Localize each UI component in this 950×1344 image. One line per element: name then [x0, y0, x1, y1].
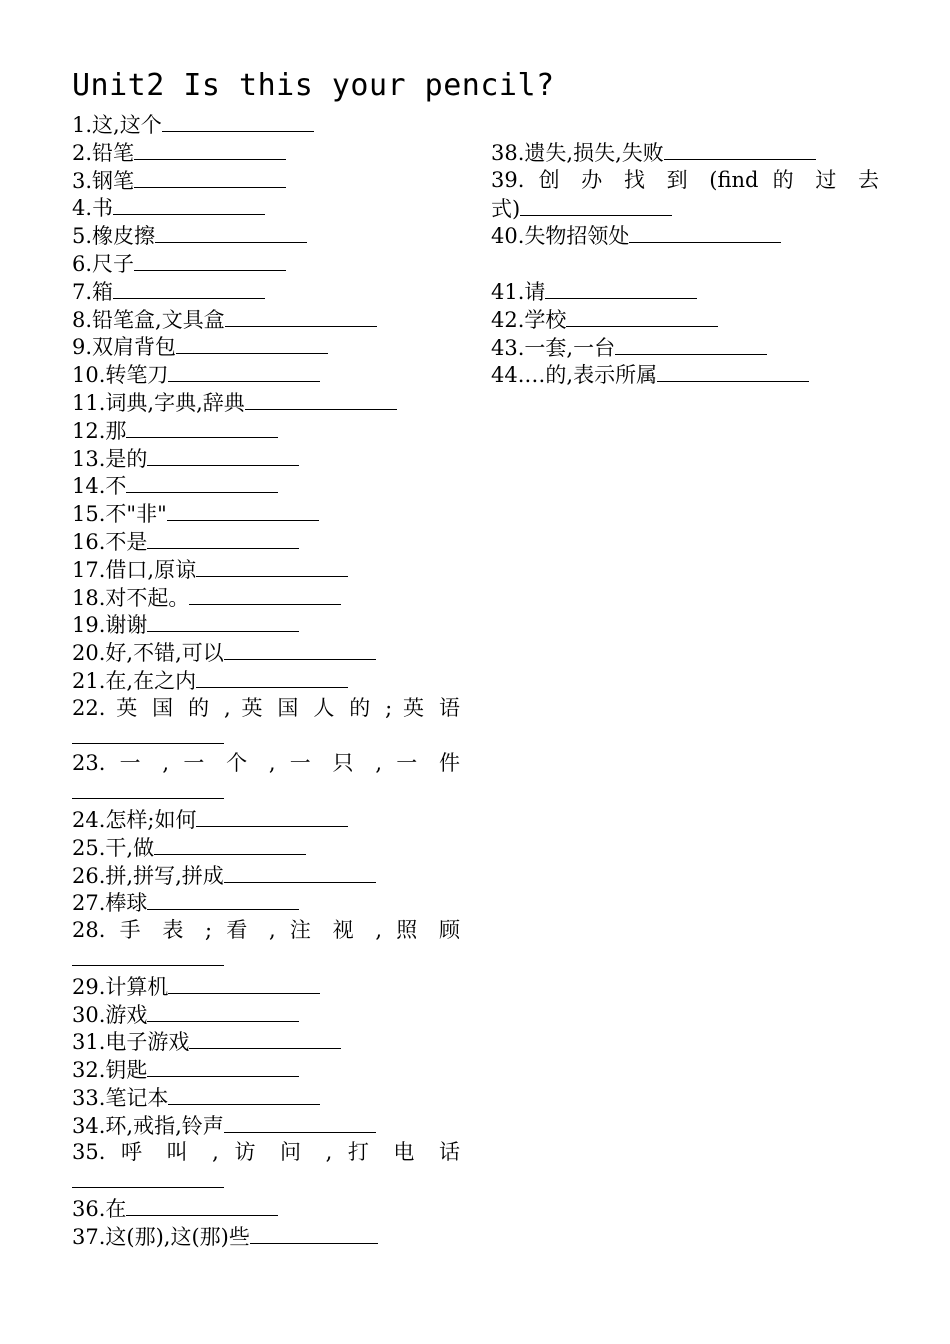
vocab-item-5 [72, 222, 460, 250]
item-number: 36. [72, 1197, 106, 1222]
item-text: 好,不错,可以 [105, 641, 224, 666]
item-text: 在 [105, 1197, 127, 1222]
answer-blank[interactable] [225, 306, 377, 327]
item-text: 游戏 [105, 1002, 148, 1027]
item-number: 44. [491, 363, 525, 388]
item-number: 1. [72, 113, 93, 137]
item-number: 13. [72, 446, 106, 471]
item-number: 18. [72, 585, 106, 610]
item-text: 对不起。 [105, 585, 190, 610]
vocab-list-left [72, 111, 460, 1251]
vocab-item-39 [491, 167, 879, 223]
item-number: 6. [72, 251, 93, 276]
answer-blank[interactable] [134, 250, 286, 271]
answer-blank[interactable] [168, 361, 320, 382]
vocab-item-17 [72, 556, 460, 584]
answer-blank[interactable] [657, 361, 809, 382]
answer-blank[interactable] [189, 1028, 341, 1049]
item-text: 请 [524, 279, 546, 304]
answer-blank[interactable] [168, 1084, 320, 1105]
item-text: 一 , 一 个 , 一 只 , 一 件 [119, 751, 460, 776]
answer-blank[interactable] [615, 334, 767, 355]
item-text: 这,这个 [92, 113, 162, 137]
item-number: 41. [491, 279, 525, 304]
item-number: 42. [491, 307, 525, 332]
vocab-item-35 [72, 1139, 460, 1195]
vocab-item-4 [72, 194, 460, 222]
answer-blank[interactable] [664, 139, 816, 160]
vocab-item-21 [72, 667, 460, 695]
vocab-item-18 [72, 584, 460, 612]
item-number: 30. [72, 1002, 106, 1027]
item-text: 拼,拼写,拼成 [105, 863, 224, 888]
item-text: 创 办 找 到 (find 的 过 去 [538, 167, 879, 192]
item-text: 钢笔 [92, 168, 135, 193]
vocab-item-26 [72, 862, 460, 890]
item-text: 转笔刀 [105, 363, 169, 388]
item-number: 27. [72, 891, 106, 916]
item-number: 4. [72, 196, 93, 221]
item-number: 37. [72, 1224, 106, 1249]
item-text-continued: 式) [491, 196, 521, 221]
answer-blank[interactable] [113, 194, 265, 215]
vocab-item-37 [72, 1223, 460, 1251]
vocab-item-1 [72, 111, 460, 139]
item-text: 学校 [524, 307, 567, 332]
item-number: 28. [72, 918, 106, 943]
answer-blank[interactable] [520, 195, 672, 216]
answer-blank[interactable] [134, 167, 286, 188]
vocab-item-16 [72, 528, 460, 556]
vocab-item-24 [72, 806, 460, 834]
item-number: 12. [72, 418, 106, 443]
item-text: 铅笔盒,文具盒 [92, 307, 225, 332]
answer-blank[interactable] [72, 945, 224, 966]
item-line [72, 917, 460, 945]
item-text: …的,表示所属 [524, 363, 658, 388]
item-number: 9. [72, 335, 93, 360]
answer-blank[interactable] [245, 389, 397, 410]
item-number: 19. [72, 613, 106, 638]
item-text: 失物招领处 [524, 224, 630, 249]
item-number: 40. [491, 224, 525, 249]
answer-blank[interactable] [147, 445, 299, 466]
vocab-item-14 [72, 472, 460, 500]
item-text: 尺子 [92, 251, 135, 276]
item-number: 21. [72, 668, 106, 693]
item-number: 29. [72, 974, 106, 999]
item-text: 呼 叫 , 访 问 , 打 电 话 [121, 1140, 460, 1165]
item-text: 干,做 [105, 835, 155, 860]
item-text: 笔记本 [105, 1085, 169, 1110]
item-number: 35. [72, 1140, 106, 1165]
item-number: 24. [72, 807, 106, 832]
item-number: 34. [72, 1113, 106, 1138]
item-line [491, 167, 879, 195]
item-number: 39. [491, 167, 525, 192]
item-text: 这(那),这(那)些 [105, 1224, 250, 1249]
item-text: 怎样;如何 [105, 807, 197, 832]
answer-blank[interactable] [196, 806, 348, 827]
item-number: 8. [72, 307, 93, 332]
answer-blank[interactable] [134, 139, 286, 160]
answer-blank[interactable] [250, 1223, 378, 1244]
answer-blank[interactable] [224, 639, 376, 660]
item-text: 电子游戏 [105, 1030, 190, 1055]
answer-blank[interactable] [189, 584, 341, 605]
item-number: 2. [72, 140, 93, 165]
item-text: 借口,原谅 [105, 557, 197, 582]
vocab-list-right [491, 139, 879, 389]
item-number: 22. [72, 695, 106, 720]
item-number: 26. [72, 863, 106, 888]
vocab-item-27 [72, 889, 460, 917]
vocab-item-11 [72, 389, 460, 417]
item-text: 不"非" [105, 502, 167, 527]
vocab-item-6 [72, 250, 460, 278]
item-number: 20. [72, 641, 106, 666]
item-text: 谢谢 [105, 613, 148, 638]
page-title: Unit2 Is this your pencil? [72, 68, 555, 103]
item-text: 手 表 ; 看 , 注 视 , 照 顾 [119, 918, 460, 943]
answer-blank[interactable] [72, 723, 224, 744]
item-number: 3. [72, 168, 93, 193]
item-text: 那 [105, 418, 127, 443]
vocab-item-15 [72, 500, 460, 528]
answer-blank[interactable] [224, 1112, 376, 1133]
vocab-item-8 [72, 306, 460, 334]
item-number: 15. [72, 502, 106, 527]
answer-blank[interactable] [196, 556, 348, 577]
item-text: 遗失,损失,失败 [524, 141, 664, 165]
item-text: 一套,一台 [524, 335, 616, 360]
item-number: 43. [491, 335, 525, 360]
answer-blank[interactable] [72, 1167, 224, 1188]
vocab-item-41 [491, 278, 879, 306]
answer-blank[interactable] [126, 417, 278, 438]
vocab-item-33 [72, 1084, 460, 1112]
item-text: 不 [105, 474, 127, 499]
answer-blank[interactable] [113, 278, 265, 299]
answer-blank[interactable] [167, 500, 319, 521]
vocab-item-31 [72, 1028, 460, 1056]
answer-blank[interactable] [147, 889, 299, 910]
answer-blank[interactable] [162, 111, 314, 132]
item-text: 在,在之内 [105, 668, 197, 693]
vocab-item-13 [72, 445, 460, 473]
item-number: 33. [72, 1085, 106, 1110]
item-line [72, 695, 460, 723]
answer-blank[interactable] [168, 973, 320, 994]
vocab-item-20 [72, 639, 460, 667]
vocab-item-22 [72, 695, 460, 751]
answer-blank[interactable] [224, 862, 376, 883]
answer-blank[interactable] [154, 834, 306, 855]
item-line [72, 750, 460, 778]
item-text: 词典,字典,辞典 [105, 390, 245, 415]
answer-blank[interactable] [629, 222, 781, 243]
vocab-item-23 [72, 750, 460, 806]
item-text: 钥匙 [105, 1058, 148, 1083]
item-text: 箱 [92, 279, 114, 304]
item-number: 11. [72, 390, 106, 415]
item-number: 25. [72, 835, 106, 860]
vocab-item-2 [72, 139, 460, 167]
answer-blank[interactable] [147, 528, 299, 549]
answer-blank[interactable] [126, 1195, 278, 1216]
item-text: 是的 [105, 446, 148, 471]
vocab-item-19 [72, 611, 460, 639]
vocab-item-40 [491, 222, 879, 250]
item-number: 5. [72, 224, 93, 249]
vocab-item-43 [491, 334, 879, 362]
item-number: 23. [72, 751, 106, 776]
vocab-item-30 [72, 1001, 460, 1029]
answer-blank[interactable] [545, 278, 697, 299]
answer-blank[interactable] [147, 1001, 299, 1022]
item-text: 环,戒指,铃声 [105, 1113, 224, 1138]
item-number: 7. [72, 279, 93, 304]
vocab-item-32 [72, 1056, 460, 1084]
item-number: 10. [72, 363, 106, 388]
vocab-item-3 [72, 167, 460, 195]
item-text: 橡皮擦 [92, 224, 156, 249]
answer-blank[interactable] [155, 222, 307, 243]
item-text: 铅笔 [92, 140, 135, 165]
vocab-item-34 [72, 1112, 460, 1140]
answer-blank[interactable] [126, 472, 278, 493]
vocab-item-25 [72, 834, 460, 862]
item-text: 棒球 [105, 891, 148, 916]
vocab-item-29 [72, 973, 460, 1001]
item-number: 38. [491, 141, 525, 165]
answer-blank[interactable] [176, 333, 328, 354]
item-number: 14. [72, 474, 106, 499]
item-text: 双肩背包 [92, 335, 177, 360]
item-line [72, 1139, 460, 1167]
item-text: 书 [92, 196, 114, 221]
item-number: 16. [72, 529, 106, 554]
answer-blank[interactable] [196, 667, 348, 688]
vocab-item-9 [72, 333, 460, 361]
answer-blank[interactable] [147, 1056, 299, 1077]
vocab-item-10 [72, 361, 460, 389]
item-text: 计算机 [105, 974, 169, 999]
vocab-item-28 [72, 917, 460, 973]
item-text: 英 国 的 , 英 国 人 的 ; 英 语 [116, 695, 460, 720]
vocab-item-38 [491, 139, 879, 167]
answer-blank[interactable] [147, 611, 299, 632]
item-text: 不是 [105, 529, 148, 554]
item-number: 32. [72, 1058, 106, 1083]
vocab-item-36 [72, 1195, 460, 1223]
answer-blank[interactable] [566, 306, 718, 327]
item-number: 31. [72, 1030, 106, 1055]
vocab-item-44 [491, 361, 879, 389]
vocab-item-7 [72, 278, 460, 306]
vocab-item-12 [72, 417, 460, 445]
item-number: 17. [72, 557, 106, 582]
vocab-item-42 [491, 306, 879, 334]
answer-blank[interactable] [72, 778, 224, 799]
